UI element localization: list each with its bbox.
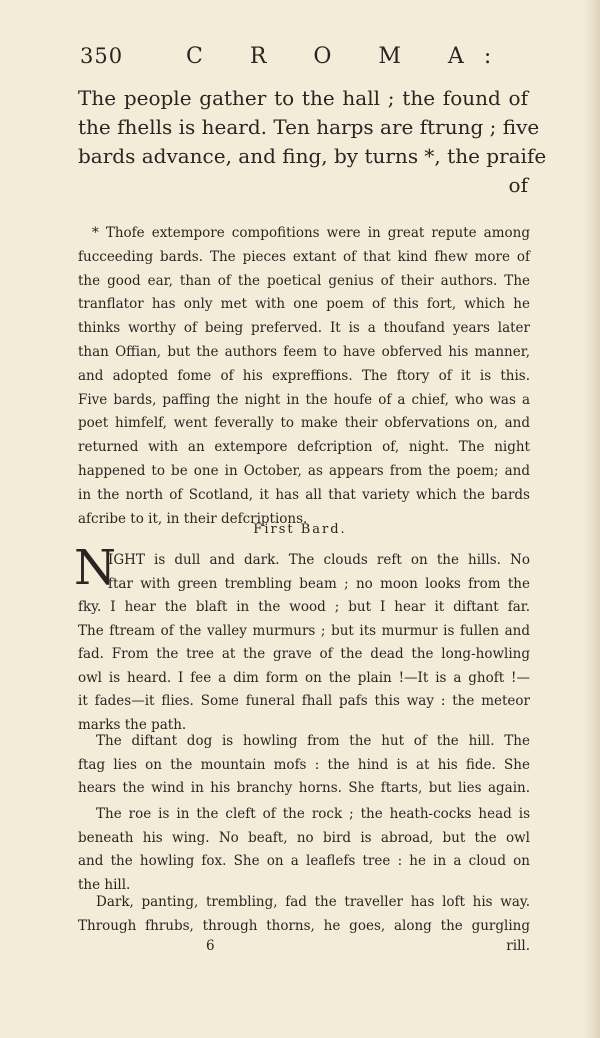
page-edge-shadow [584, 0, 600, 1038]
paragraph-line: Dark, panting, trembling, fad the traveller has loft his way. [96, 894, 530, 910]
paragraph-line: marks the path. [78, 716, 187, 733]
footnote-line: tranflator has only met with one poem of this fort, which he [78, 296, 530, 313]
footnote [78, 222, 530, 531]
paragraph-line: owl is heard. I fee a dim form on the plain !—It is a ghoft !— [78, 669, 530, 686]
paragraph-line: it fades—it flies. Some funeral fhall pafs this way : the meteor [78, 693, 530, 709]
paragraph-line: IGHT is dull and dark. The clouds reft on the hills. No [108, 552, 530, 568]
paragraph-line: and the howling fox. She on a leaflefs tree : he in a cloud on [78, 853, 530, 869]
verse-line: the fhells is heard. Ten harps are ftrung ; five [78, 115, 540, 139]
paragraph-line: hears the wind in his branchy horns. She ftarts, but lies again. [78, 780, 530, 796]
page-number: 350 [80, 44, 124, 68]
paragraph-line: fky. I hear the blaft in the wood ; but I hear it diftant far. [78, 599, 530, 615]
drop-cap: N [74, 540, 116, 596]
verse-line: The people gather to the hall ; the found of [78, 86, 528, 110]
footnote-line: Five bards, paffing the night in the houfe of a chief, who was a [78, 391, 530, 408]
paragraph-line: Through fhrubs, through thorns, he goes, along the gurgling [78, 917, 530, 934]
footnote-line: * Thofe extempore compofitions were in great repute among [92, 225, 530, 241]
footnote-line: happened to be one in October, as appears from the poem; and [78, 462, 530, 479]
paragraph-line: The ftream of the valley murmurs ; but its murmur is fullen and [78, 622, 530, 639]
footnote-line: than Offian, but the authors feem to have obferved his manner, [78, 343, 530, 360]
footnote-line: afcribe to it, in their defcriptions. [78, 510, 308, 527]
paragraph [78, 730, 530, 801]
footnote-line: in the north of Scotland, it has all that variety which the bards [78, 486, 530, 503]
paragraph-line: The diftant dog is howling from the hut of the hill. The [96, 733, 530, 749]
paragraph [78, 803, 530, 897]
footnote-line: returned with an extempore defcription of, night. The night [78, 439, 530, 456]
paragraph-line: fad. From the tree at the grave of the dead the long-howling [78, 646, 530, 662]
footnote-line: thinks worthy of being preferved. It is a thoufand years later [78, 320, 530, 337]
paragraph-line: ftar with green trembling beam ; no moon looks from the [108, 575, 530, 592]
footnote-line: poet himfelf, went feverally to make their obfervations on, and [78, 415, 530, 432]
paragraph-line: the hill. [78, 876, 131, 893]
verse-line: bards advance, and fing, by turns *, the praife [78, 144, 547, 168]
signature-mark: 6 [206, 938, 215, 954]
paragraph [78, 549, 530, 737]
footnote-line: and adopted fome of his expreffions. The ftory of it is this. [78, 367, 530, 384]
catchword: rill. [506, 938, 530, 954]
verse-catchword: of [508, 173, 528, 197]
running-head: C R O M A: [186, 44, 512, 69]
footnote-line: the good ear, than of the poetical genius of their authors. The [78, 272, 530, 289]
paragraph-line: The roe is in the cleft of the rock ; the heath-cocks head is [96, 806, 530, 822]
paragraph [78, 891, 530, 938]
verse-block [78, 84, 547, 200]
section-heading: First Bard. [253, 522, 347, 537]
paragraph-line: ftag lies on the mountain mofs : the hind is at his fide. She [78, 756, 530, 773]
paragraph-line: beneath his wing. No beaft, no bird is abroad, but the owl [78, 829, 530, 846]
footnote-line: fucceeding bards. The pieces extant of that kind fhew more of [78, 248, 530, 265]
